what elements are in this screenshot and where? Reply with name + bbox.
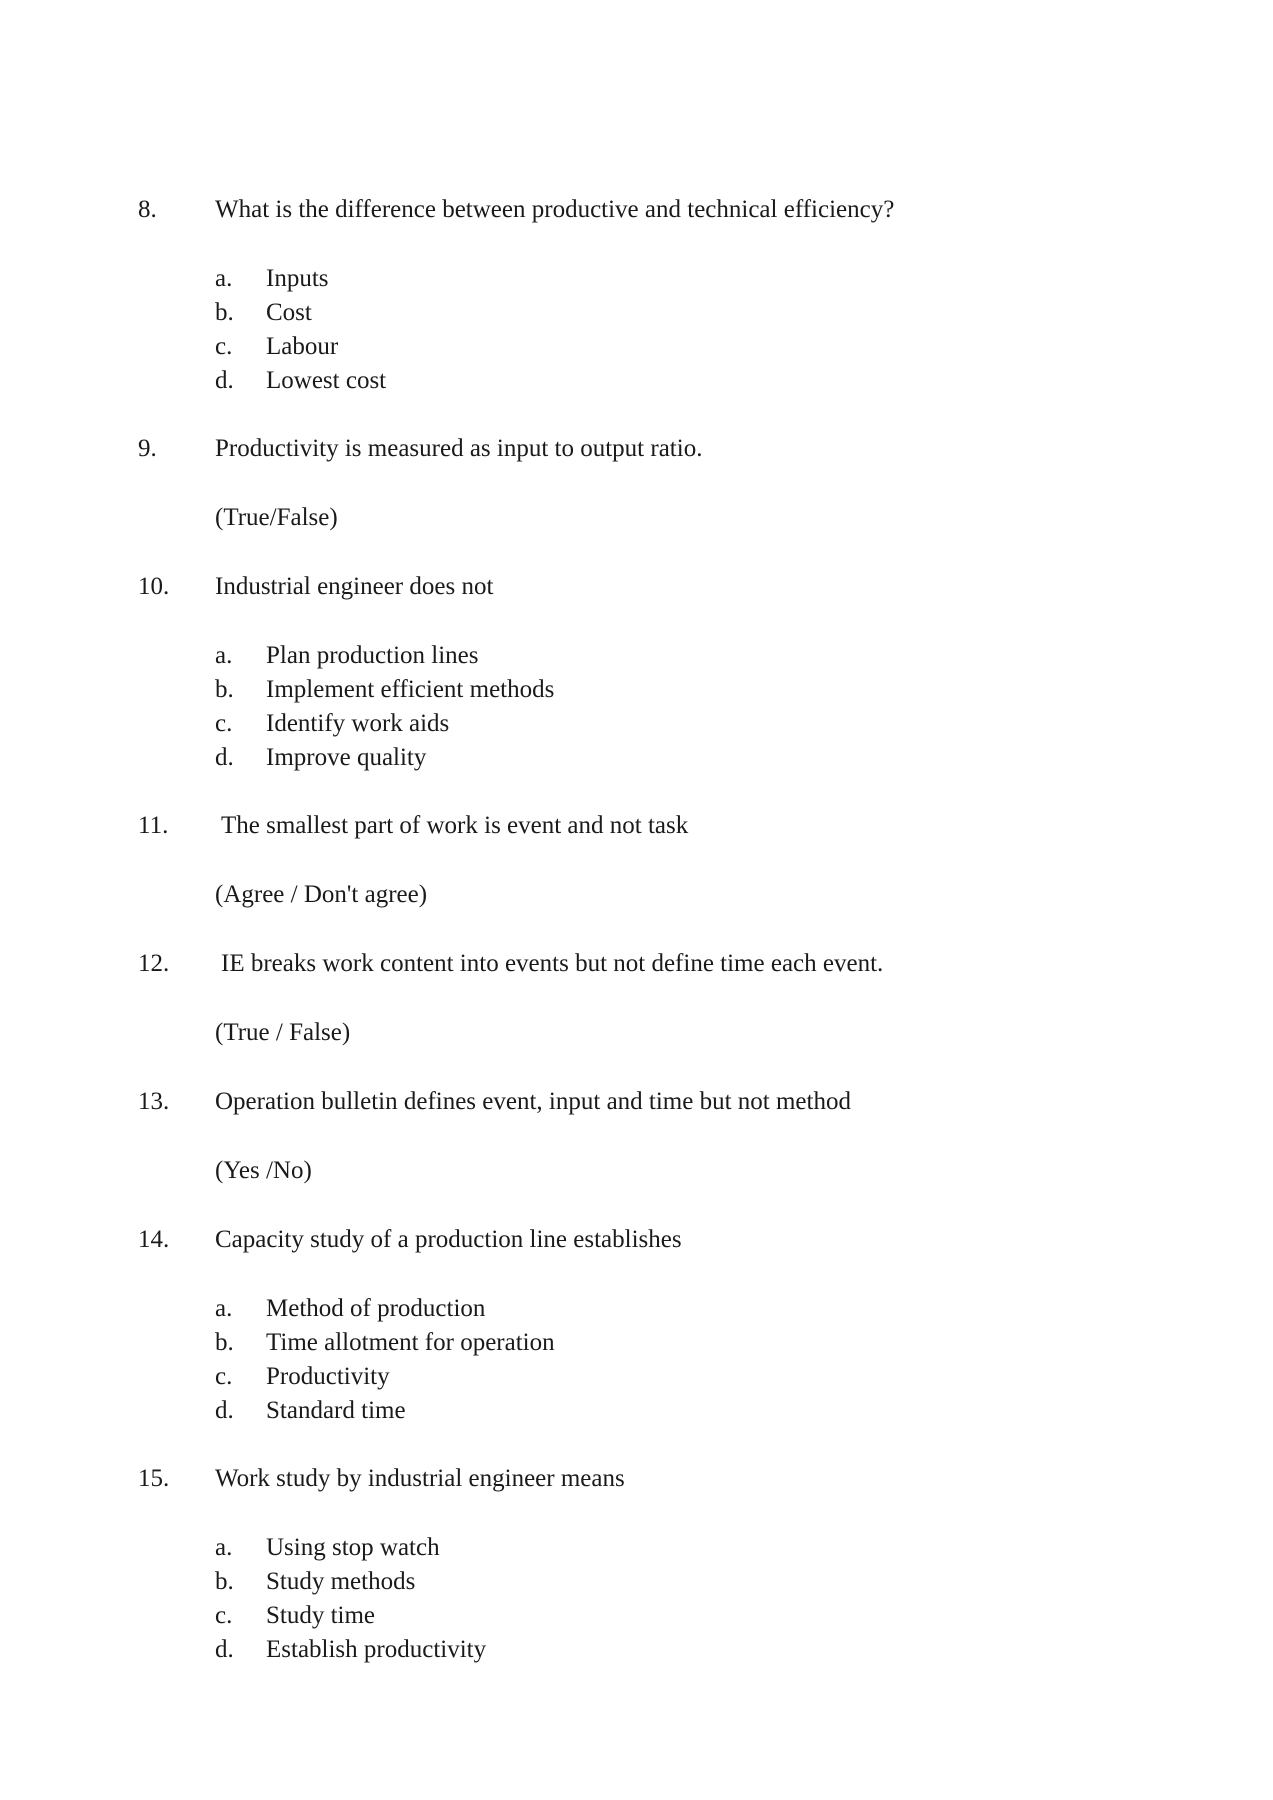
- option-item: [0, 741, 1273, 775]
- option-item: [0, 330, 1273, 364]
- question-text: Productivity is measured as input to output ratio.: [215, 435, 703, 462]
- option-text: Inputs: [266, 265, 329, 292]
- response-choice: (True / False): [215, 1019, 351, 1046]
- option-text: Time allotment for operation: [266, 1329, 555, 1356]
- option-letter: b.: [215, 1329, 234, 1356]
- option-text: Study methods: [266, 1568, 416, 1595]
- question-number: 15.: [138, 1465, 170, 1492]
- option-text: Cost: [266, 299, 312, 326]
- response-choice: (Yes /No): [215, 1157, 312, 1184]
- option-text: Using stop watch: [266, 1534, 440, 1561]
- option-item: [0, 296, 1273, 330]
- option-text: Lowest cost: [266, 367, 387, 394]
- option-item: [0, 1599, 1273, 1633]
- question-number: 13.: [138, 1088, 170, 1115]
- option-text: Labour: [266, 333, 339, 360]
- option-letter: d.: [215, 367, 234, 394]
- option-letter: c.: [215, 1602, 233, 1629]
- response-choice: (True/False): [215, 504, 338, 531]
- option-item: [0, 262, 1273, 296]
- option-letter: b.: [215, 1568, 234, 1595]
- option-text: Implement efficient methods: [266, 676, 555, 703]
- option-text: Improve quality: [266, 744, 427, 771]
- question-text: IE breaks work content into events but not define time each event.: [221, 950, 884, 977]
- option-letter: b.: [215, 676, 234, 703]
- option-letter: a.: [215, 1295, 233, 1322]
- question-text: What is the difference between productive and technical efficiency?: [215, 196, 895, 223]
- option-letter: d.: [215, 1397, 234, 1424]
- question-text: Industrial engineer does not: [215, 573, 494, 600]
- question-text: Capacity study of a production line establishes: [215, 1226, 682, 1253]
- question-text: Work study by industrial engineer means: [215, 1465, 625, 1492]
- option-item: [0, 1531, 1273, 1565]
- option-item: [0, 1565, 1273, 1599]
- question-number: 11.: [138, 812, 169, 839]
- option-letter: a.: [215, 1534, 233, 1561]
- response-choice: (Agree / Don't agree): [215, 881, 428, 908]
- option-text: Identify work aids: [266, 710, 450, 737]
- option-letter: a.: [215, 265, 233, 292]
- option-item: [0, 364, 1273, 398]
- option-item: [0, 1292, 1273, 1326]
- option-item: [0, 673, 1273, 707]
- option-item: [0, 1326, 1273, 1360]
- option-letter: b.: [215, 299, 234, 326]
- option-text: Method of production: [266, 1295, 486, 1322]
- option-item: [0, 1633, 1273, 1667]
- question-text: The smallest part of work is event and not task: [221, 812, 689, 839]
- option-item: [0, 1394, 1273, 1428]
- option-letter: c.: [215, 333, 233, 360]
- question-number: 8.: [138, 196, 157, 223]
- question-text: Operation bulletin defines event, input and time but not method: [215, 1088, 851, 1115]
- option-letter: c.: [215, 1363, 233, 1390]
- option-text: Establish productivity: [266, 1636, 487, 1663]
- question-number: 9.: [138, 435, 157, 462]
- option-item: [0, 639, 1273, 673]
- question-number: 12.: [138, 950, 170, 977]
- option-text: Standard time: [266, 1397, 406, 1424]
- option-letter: a.: [215, 642, 233, 669]
- option-item: [0, 707, 1273, 741]
- option-letter: c.: [215, 710, 233, 737]
- option-letter: d.: [215, 744, 234, 771]
- question-number: 10.: [138, 573, 170, 600]
- option-letter: d.: [215, 1636, 234, 1663]
- option-text: Productivity: [266, 1363, 390, 1390]
- option-text: Study time: [266, 1602, 376, 1629]
- option-item: [0, 1360, 1273, 1394]
- option-text: Plan production lines: [266, 642, 479, 669]
- question-number: 14.: [138, 1226, 170, 1253]
